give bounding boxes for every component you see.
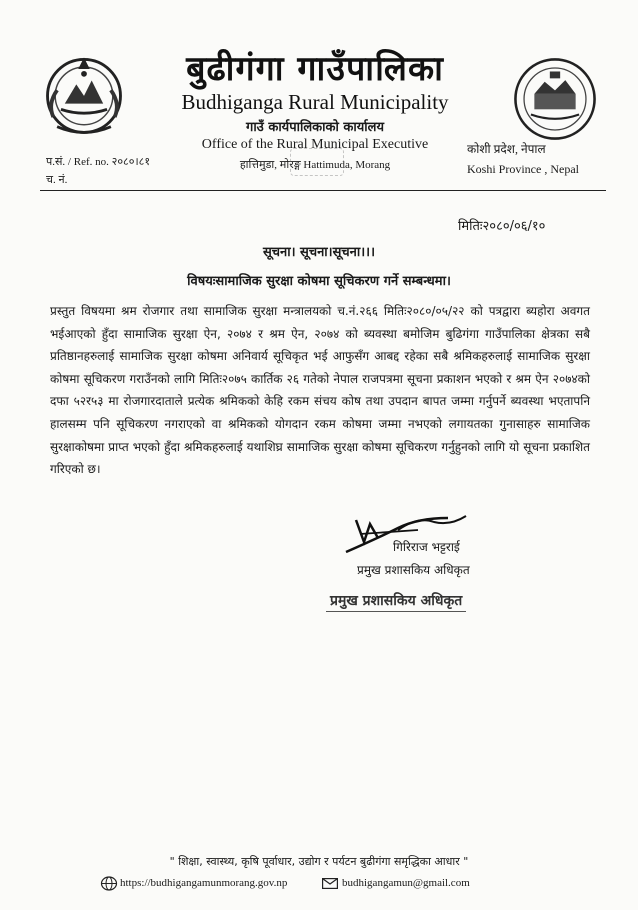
letter-body: प्रस्तुत विषयमा श्रम रोजगार तथा सामाजिक सुरक्षा मन्त्रालयको च.नं.२६६ मितिः२०८०/०५/२२ को पत्रद्वारा ब्यहोरा अवगत भईआएको हुँदा सामाजिक सुरक्षा ऐन, २०७४ र श्रम ऐन, २०७४ को ब्यवस्था बमोजिम बुढिगंगा गाउँपालिका क्षेत्रका सबै प्रतिष्ठानहरुलाई सामाजिक सुरक्षा कोषमा अनिवार्य सूचिकृत भई आफुसँग आबद्द रहेका सबै श्रमिकहरुलाई सामाजिक सुरक्षा कोषमा सूचिकरण गराउँनको लागि मितिः२०७५ कार्तिक २६ गतेको नेपाल राजपत्रमा सूचना प्रकाशन भएको र श्रम ऐन २०७४को दफा ५२र५३ मा रोजगारदाताले प्रत्येक श्रमिकको केहि रकम संचय कोष तथा उपदान बापत जम्मा गर्नुपर्ने ब्यवस्था भएतापनि हालसम्म पनि सूचिकरण नगराएको वा श्रमिकको योगदान रकम कोषमा जम्मा नभएको लगायतका गुनासाहरु सामाजिक सुरक्षाकोषमा प्राप्त भएको हुँदा श्रमिकहरुलाई यथाशिघ्र सामाजिक सुरक्षा कोषमा सूचिकरण गर्नुहुनको लागि यो सूचना प्रकाशित गरिएको छ। xyxy=(50,304,590,477)
reference-number: प.सं. / Ref. no. २०८०।८१ xyxy=(46,156,151,168)
subject-line: विषयःसामाजिक सुरक्षा कोषमा सूचिकरण गर्ने सम्बन्धमा। xyxy=(187,274,451,289)
province-en: Koshi Province , Nepal xyxy=(467,162,579,176)
website-link[interactable]: https://budhigangamunmorang.gov.np xyxy=(120,877,288,889)
designation-stamp: प्रमुख प्रशासकिय अधिकृत xyxy=(326,590,466,612)
letter-date: मितिः२०८०/०६/१० xyxy=(458,219,546,234)
notice-heading: सूचना। सूचना।सूचना।।। xyxy=(262,245,376,260)
header-divider xyxy=(40,190,606,191)
footer-contacts xyxy=(100,875,540,895)
footer-motto: " शिक्षा, स्वास्थ्य, कृषि पूर्वाधार, उद्योग र पर्यटन बुढीगंगा समृद्धिका आधार " xyxy=(169,855,469,868)
signer-name: गिरिराज भट्टराई xyxy=(393,540,460,554)
email-link[interactable]: budhigangamun@gmail.com xyxy=(342,877,470,889)
faint-stamp xyxy=(290,148,344,176)
globe-icon xyxy=(100,876,118,891)
office-name-en: Office of the Rural Municipal Executive xyxy=(201,137,429,152)
municipality-logo-icon xyxy=(512,56,598,142)
dispatch-number: च. नं. xyxy=(46,174,68,186)
municipality-name-np: बुढीगंगा गाउँपालिका xyxy=(186,49,444,89)
nepal-emblem-icon xyxy=(36,46,132,142)
envelope-icon xyxy=(322,878,338,889)
municipality-name-en: Budhiganga Rural Municipality xyxy=(181,90,449,114)
province-np: कोशी प्रदेश, नेपाल xyxy=(467,142,546,156)
signer-designation: प्रमुख प्रशासकिय अधिकृत xyxy=(357,563,470,577)
office-name-np: गाउँ कार्यपालिकाको कार्यालय xyxy=(246,120,384,135)
office-address: हात्तिमुडा, मोरङ्ग Hattimuda, Morang xyxy=(239,159,391,171)
